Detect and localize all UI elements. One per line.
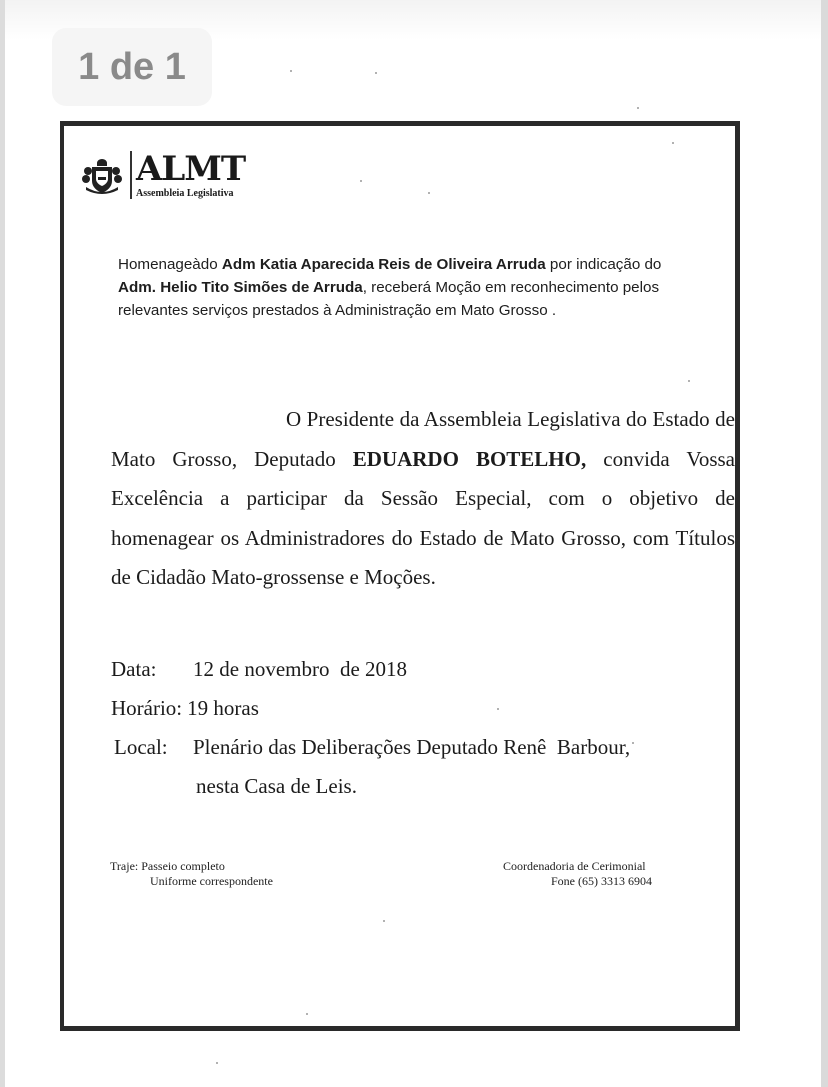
scan-speck bbox=[306, 1013, 308, 1015]
scan-speck bbox=[632, 742, 634, 744]
date-row bbox=[111, 650, 731, 689]
invitation-text: O Presidente da Assembleia Legislativa do Estado de Mato Grosso, Deputado bbox=[111, 407, 735, 471]
honoree-paragraph bbox=[118, 253, 698, 322]
place-label: Local: bbox=[114, 735, 168, 759]
scan-speck bbox=[290, 70, 292, 72]
almt-logo bbox=[80, 145, 245, 205]
president-name: EDUARDO BOTELHO, bbox=[352, 446, 587, 471]
intro-text: Homenageàdo bbox=[118, 256, 222, 273]
place-row-continuation bbox=[111, 767, 731, 806]
scan-speck bbox=[383, 920, 385, 922]
scan-speck bbox=[428, 192, 430, 194]
logo-subtitle: Assembleia Legislativa bbox=[136, 187, 234, 199]
scan-speck bbox=[637, 107, 639, 109]
scan-speck bbox=[360, 180, 362, 182]
place-value: Plenário das Deliberações Deputado Renê Barbour, bbox=[193, 735, 631, 759]
date-value: 12 de novembro de 2018 bbox=[193, 657, 408, 681]
scan-speck bbox=[497, 708, 499, 710]
place-value-continued: nesta Casa de Leis. bbox=[196, 774, 357, 798]
intro-text: por indicação do bbox=[545, 256, 662, 273]
invitation-text: convida Vossa Excelência a participar da Sessão Especial, com o objetivo de homenagear os Administradores do Estado de Mato Grosso, com Títulos de Cidadão Mato-grossense e Moções. bbox=[111, 446, 735, 589]
viewer-scrollbar[interactable] bbox=[821, 0, 828, 1087]
coat-of-arms-icon bbox=[80, 153, 124, 197]
attire-line: Traje: Passeio completo bbox=[110, 859, 225, 873]
time-value: 19 horas bbox=[187, 696, 259, 720]
intro-text: , receberá Moção em reconhecimento pelos relevantes serviços prestados à Administração em Mato Grosso . bbox=[118, 279, 660, 319]
scan-speck bbox=[375, 72, 377, 74]
attire-line: Uniforme correspondente bbox=[150, 874, 273, 888]
logo-title: ALMT bbox=[136, 148, 246, 189]
time-label: Horário: bbox=[111, 696, 183, 720]
time-row bbox=[111, 689, 731, 728]
event-details bbox=[111, 650, 731, 806]
scan-speck bbox=[216, 1062, 218, 1064]
contact-note bbox=[503, 859, 652, 889]
date-label: Data: bbox=[111, 657, 157, 681]
scan-speck bbox=[688, 380, 690, 382]
attire-note bbox=[110, 859, 273, 889]
contact-phone: Fone (65) 3313 6904 bbox=[551, 874, 652, 888]
place-row bbox=[111, 728, 731, 767]
honoree-name: Adm Katia Aparecida Reis de Oliveira Arruda bbox=[221, 256, 546, 273]
logo-divider bbox=[130, 151, 132, 199]
contact-department: Coordenadoria de Cerimonial bbox=[503, 859, 646, 873]
scan-speck bbox=[672, 142, 674, 144]
viewer-left-edge bbox=[0, 0, 5, 1087]
page-counter-badge: 1 de 1 bbox=[52, 28, 212, 106]
nominator-name: Adm. Helio Tito Simões de Arruda bbox=[118, 279, 363, 296]
invitation-paragraph bbox=[111, 400, 735, 598]
